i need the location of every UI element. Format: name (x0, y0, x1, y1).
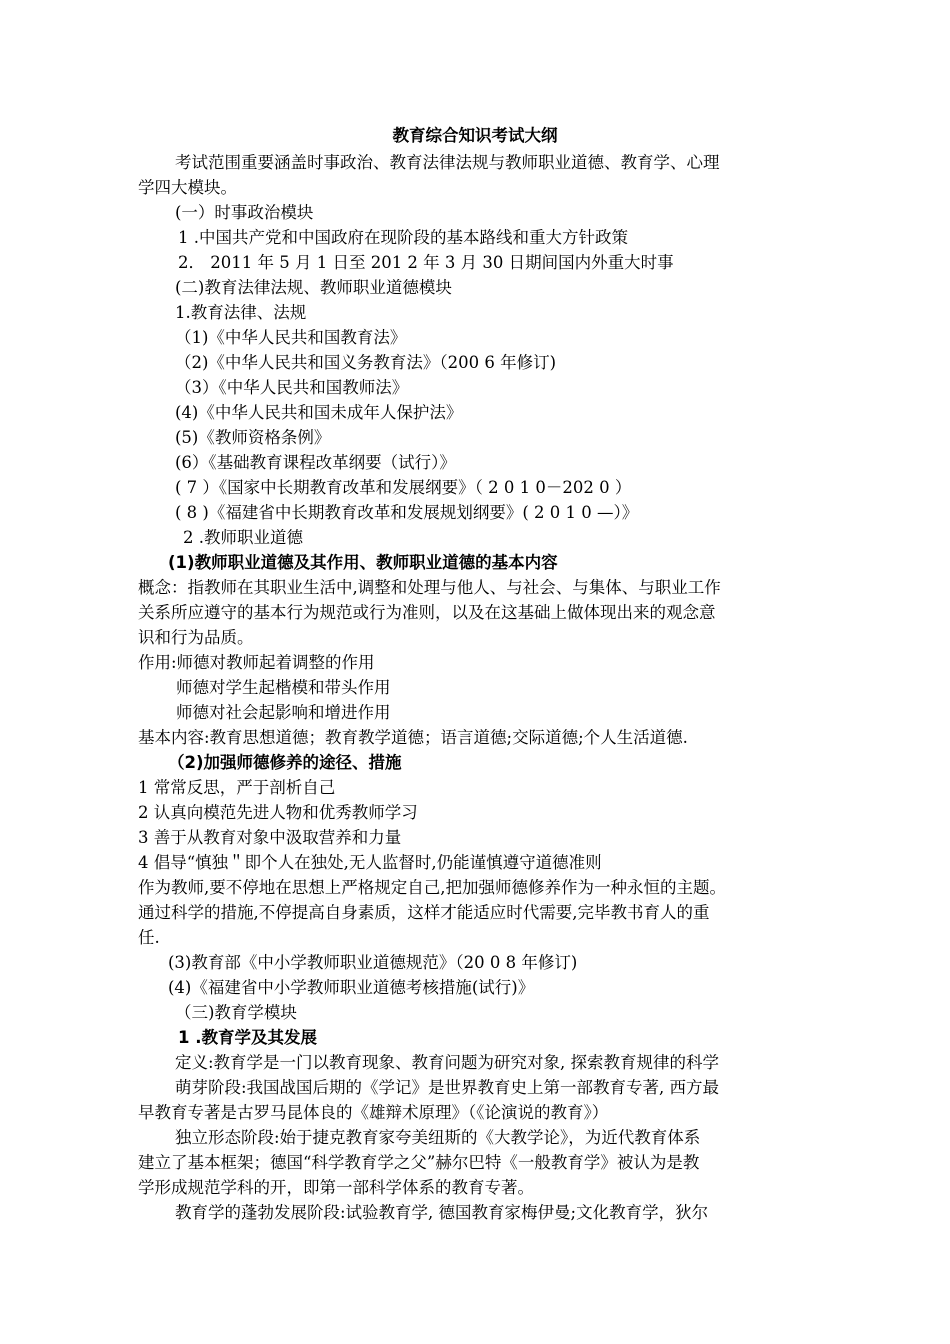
paragraph-line: 早教育专著是古罗马昆体良的《雄辩术原理》（《论演说的教育》） (138, 1103, 609, 1122)
paragraph-line: 建立了基本框架；德国“科学教育学之父”赫尔巴特《一般教育学》被认为是教 (138, 1153, 700, 1172)
paragraph-line: 作为教师,要不停地在思想上严格规定自己,把加强师德修养作为一种永恒的主题。 (138, 878, 726, 897)
section-heading: (一）时事政治模块 (175, 203, 314, 222)
list-item: (4)《中华人民共和国未成年人保护法》 (175, 403, 463, 422)
paragraph-line: 基本内容:教育思想道德；教育教学道德；语言道德;交际道德;个人生活道德. (138, 728, 688, 747)
list-item: （3）《中华人民共和国教师法》 (175, 378, 409, 397)
list-item: 4 倡导“慎独＂即个人在独处,无人监督时,仍能谨慎遵守道德准则 (138, 853, 602, 872)
paragraph-line: 学形成规范学科的开，即第一部科学体系的教育专著。 (138, 1178, 534, 1197)
list-item: 1 常常反思，严于剖析自己 (138, 778, 336, 797)
list-item: ( 7 ）《国家中长期教育改革和发展纲要》（ 2 0 1 0－202 0 ） (175, 478, 632, 497)
section-heading: （三)教育学模块 (175, 1003, 297, 1022)
subsection-heading: (1)教师职业道德及其作用、教师职业道德的基本内容 (168, 553, 558, 572)
paragraph-line: 师德对社会起影响和增进作用 (176, 703, 391, 722)
paragraph-line: 学四大模块。 (138, 178, 237, 197)
subsection-heading: （2)加强师德修养的途径、措施 (168, 753, 402, 772)
paragraph-line: 通过科学的措施,不停提高自身素质，这样才能适应时代需要,完毕教书育人的重 (138, 903, 710, 922)
paragraph-line: 作用:师德对教师起着调整的作用 (138, 653, 375, 672)
paragraph-line: 独立形态阶段:始于捷克教育家夸美纽斯的《大教学论》，为近代教育体系 (175, 1128, 701, 1147)
paragraph-line: 识和行为品质。 (138, 628, 254, 647)
paragraph-line: 定义:教育学是一门以教育现象、教育问题为研究对象, 探索教育规律的科学 (175, 1053, 720, 1072)
document-title: 教育综合知识考试大纲 (392, 126, 558, 145)
list-item: ( 8 )《福建省中长期教育改革和发展规划纲要》( 2 0 1 0 —）》 (175, 503, 639, 522)
paragraph-line: 萌芽阶段:我国战国后期的《学记》是世界教育史上第一部教育专著, 西方最 (175, 1078, 720, 1097)
paragraph-line: 关系所应遵守的基本行为规范或行为准则，以及在这基础上做体现出来的观念意 (138, 603, 716, 622)
paragraph-line: 概念：指教师在其职业生活中,调整和处理与他人、与社会、与集体、与职业工作 (138, 578, 721, 597)
list-item: 3 善于从教育对象中汲取营养和力量 (138, 828, 402, 847)
paragraph-line: 考试范围重要涵盖时事政治、教育法律法规与教师职业道德、教育学、心理 (175, 153, 720, 172)
list-item: (6）《基础教育课程改革纲要（试行）》 (175, 453, 456, 472)
list-item: 2． 2011 年 5 月 1 日至 201 2 年 3 月 30 日期间国内外重大时事 (178, 253, 674, 272)
paragraph-line: 任. (138, 928, 160, 947)
list-item: 1.教育法律、法规 (175, 303, 307, 322)
subsection-heading: 1 .教育学及其发展 (178, 1028, 317, 1047)
section-heading: (二)教育法律法规、教师职业道德模块 (175, 278, 452, 297)
list-item: (5)《教师资格条例》 (175, 428, 331, 447)
list-item: （2)《中华人民共和国义务教育法》（200 6 年修订) (175, 353, 557, 372)
paragraph-line: 教育学的蓬勃发展阶段:试验教育学, 德国教育家梅伊曼;文化教育学，狄尔 (175, 1203, 709, 1222)
list-item: 2 认真向模范先进人物和优秀教师学习 (138, 803, 418, 822)
list-item: （1)《中华人民共和国教育法》 (175, 328, 407, 347)
list-item: (4)《福建省中小学教师职业道德考核措施(试行)》 (168, 978, 535, 997)
list-item: (3)教育部《中小学教师职业道德规范》（20 0 8 年修订) (168, 953, 578, 972)
list-item: 1 .中国共产党和中国政府在现阶段的基本路线和重大方针政策 (178, 228, 628, 247)
paragraph-line: 师德对学生起楷模和带头作用 (176, 678, 391, 697)
list-item: 2 .教师职业道德 (183, 528, 303, 547)
